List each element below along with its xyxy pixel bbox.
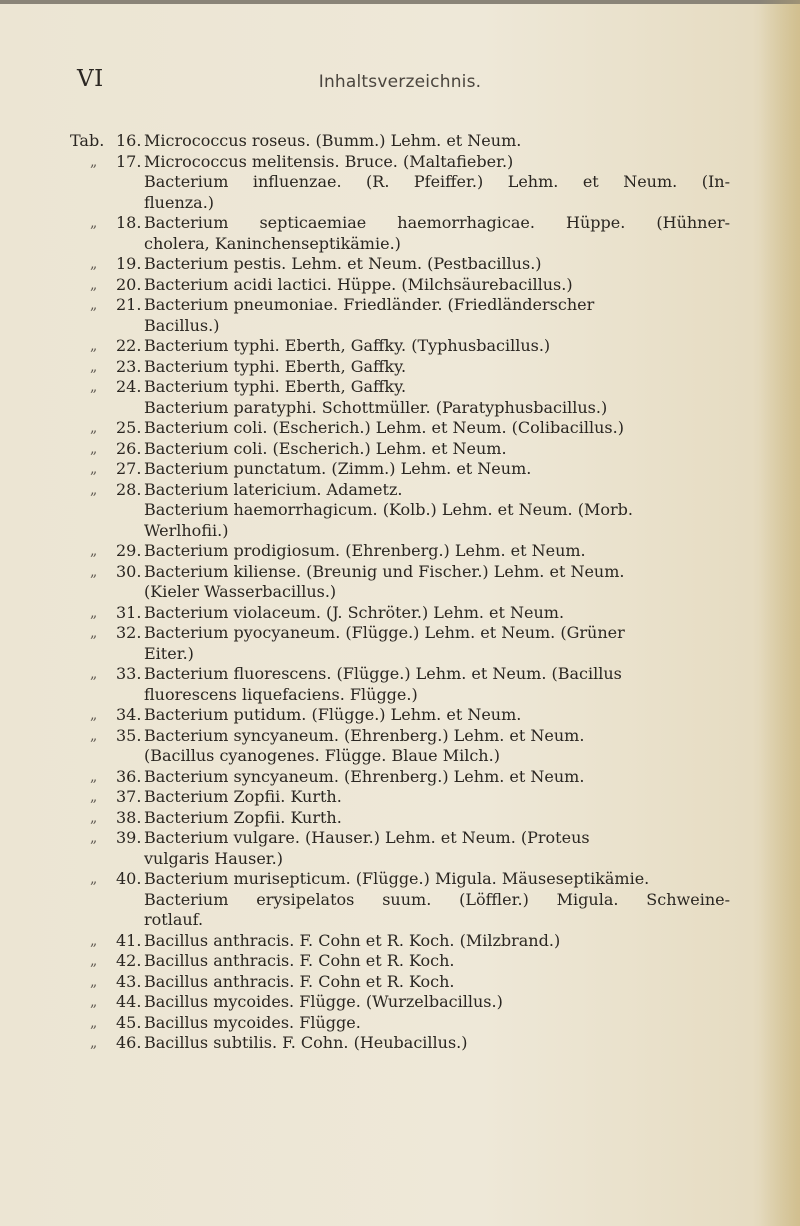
ditto-mark: „: [90, 994, 98, 1010]
entry-line: Bacterium murisepticum. (Flügge.) Migula. Mäuseseptikämie.: [144, 869, 650, 888]
toc-entry: [70, 131, 730, 152]
plate-number: 41.: [116, 930, 142, 950]
ditto-mark: „: [90, 666, 98, 682]
ditto-mark: „: [90, 358, 98, 375]
entry-line: fluorescens liquefaciens. Flügge.): [144, 684, 418, 704]
entry-line: (Bacillus cyanogenes. Flügge. Blaue Milch.): [144, 746, 500, 765]
entry-line: Bacterium syncyaneum. (Ehrenberg.) Lehm. et Neum.: [144, 766, 585, 786]
entry-line: Eiter.): [144, 643, 194, 663]
ditto-mark: „: [90, 461, 98, 477]
plate-number: 28.: [116, 479, 142, 499]
entry-line: Bacillus.): [144, 315, 220, 335]
entry-line: Bacterium haemorrhagicum. (Kolb.) Lehm. et Neum. (Morb.: [144, 500, 633, 519]
toc-entry: [70, 1013, 730, 1034]
toc-entry: [70, 377, 730, 418]
plate-number: 20.: [116, 274, 142, 294]
page-edge-shadow: [760, 0, 800, 1226]
plate-number: 39.: [116, 828, 142, 847]
entry-line: vulgaris Hauser.): [144, 848, 283, 868]
entry-text: [144, 931, 730, 952]
plate-number: 42.: [116, 951, 142, 970]
toc-entry: [70, 603, 730, 624]
ditto-mark: „: [90, 953, 98, 969]
ditto-mark: „: [90, 297, 98, 313]
plate-number: 40.: [116, 869, 142, 888]
toc-entry: [70, 439, 730, 460]
entry-text: [144, 439, 730, 460]
table-of-contents: [70, 131, 730, 1054]
entry-line: fluenza.): [144, 192, 215, 212]
entry-text: [144, 541, 730, 562]
entry-text: [144, 418, 730, 439]
toc-entry: [70, 808, 730, 829]
entry-text: [144, 726, 730, 767]
entry-text: [144, 705, 730, 726]
entry-text: [144, 992, 730, 1013]
entry-line: Bacterium latericium. Adametz.: [144, 479, 403, 499]
plate-number: 17.: [116, 151, 142, 171]
entry-line: Bacterium pneumoniae. Friedländer. (Friedländerscher: [144, 295, 595, 314]
toc-entry: [70, 951, 730, 972]
entry-line: Bacterium septicaemiae haemorrhagicae. Hüppe. (Hühner-: [144, 213, 730, 232]
plate-number: 38.: [116, 807, 142, 827]
ditto-mark: „: [90, 932, 98, 949]
entry-line: Bacterium erysipelatos suum. (Löffler.) Migula. Schweine-: [144, 889, 730, 909]
entry-line: (Kieler Wasserbacillus.): [144, 582, 337, 601]
toc-entry: [70, 295, 730, 336]
entry-line: Bacterium fluorescens. (Flügge.) Lehm. et Neum. (Bacillus: [144, 664, 622, 683]
entry-line: Bacillus anthracis. F. Cohn et R. Koch. (Milzbrand.): [144, 930, 561, 950]
entry-line: Bacterium Zopfii. Kurth.: [144, 787, 342, 806]
plate-number: 21.: [116, 295, 142, 314]
ditto-mark: „: [90, 830, 98, 846]
ditto-mark: „: [90, 215, 98, 231]
entry-line: Bacterium prodigiosum. (Ehrenberg.) Lehm. et Neum.: [144, 541, 586, 560]
entry-text: [144, 336, 730, 357]
entry-line: Bacterium kiliense. (Breunig und Fischer.) Lehm. et Neum.: [144, 561, 625, 581]
entry-line: Bacterium Zopfii. Kurth.: [144, 807, 342, 827]
entry-line: Bacillus anthracis. F. Cohn et R. Koch.: [144, 971, 455, 991]
toc-entry: [70, 705, 730, 726]
plate-number: 29.: [116, 541, 142, 560]
entry-text: [144, 603, 730, 624]
plate-number: 33.: [116, 664, 142, 683]
plate-number: 27.: [116, 459, 142, 478]
plate-number: 19.: [116, 254, 142, 273]
ditto-mark: „: [90, 727, 98, 744]
ditto-mark: „: [90, 768, 98, 785]
toc-entry: [70, 992, 730, 1013]
toc-entry: [70, 541, 730, 562]
toc-entry: [70, 869, 730, 931]
ditto-mark: „: [90, 563, 98, 580]
entry-line: Bacillus mycoides. Flügge. (Wurzelbacillus.): [144, 992, 503, 1011]
ditto-mark: „: [90, 1035, 98, 1051]
entry-line: Bacterium influenzae. (R. Pfeiffer.) Lehm. et Neum. (In-: [144, 172, 730, 191]
entry-text: [144, 869, 730, 931]
entry-text: [144, 972, 730, 993]
entry-line: Bacterium violaceum. (J. Schröter.) Lehm. et Neum.: [144, 602, 565, 622]
entry-text: [144, 951, 730, 972]
entry-line: Bacterium coli. (Escherich.) Lehm. et Neum.: [144, 438, 507, 458]
entry-text: [144, 131, 730, 152]
toc-entry: [70, 213, 730, 254]
entry-text: [144, 275, 730, 296]
ditto-mark: „: [90, 809, 98, 826]
entry-line: Werlhofii.): [144, 520, 229, 540]
entry-line: Micrococcus melitensis. Bruce. (Maltafieber.): [144, 151, 514, 171]
entry-text: [144, 562, 730, 603]
ditto-mark: „: [90, 543, 98, 559]
toc-entry: [70, 357, 730, 378]
entry-text: [144, 828, 730, 869]
plate-number: 23.: [116, 356, 142, 376]
entry-text: [144, 295, 730, 336]
entry-text: [144, 664, 730, 705]
plate-number: 45.: [116, 1012, 142, 1032]
entry-line: Bacterium pyocyaneum. (Flügge.) Lehm. et Neum. (Grüner: [144, 623, 625, 642]
entry-text: [144, 213, 730, 254]
entry-line: Bacterium putidum. (Flügge.) Lehm. et Neum.: [144, 705, 522, 724]
entry-text: [144, 623, 730, 664]
plate-number: 46.: [116, 1033, 142, 1052]
entry-text: [144, 152, 730, 214]
ditto-mark: „: [90, 1014, 98, 1031]
plate-number: 25.: [116, 418, 142, 437]
entry-line: Bacillus mycoides. Flügge.: [144, 1012, 361, 1032]
plate-number: 35.: [116, 725, 142, 745]
plate-number: 37.: [116, 787, 142, 806]
plate-label: Tab.: [70, 131, 105, 150]
entry-line: Bacterium typhi. Eberth, Gaffky. (Typhusbacillus.): [144, 336, 551, 355]
entry-line: Bacterium vulgare. (Hauser.) Lehm. et Neum. (Proteus: [144, 828, 590, 847]
entry-line: Bacterium typhi. Eberth, Gaffky.: [144, 356, 407, 376]
toc-entry: [70, 480, 730, 542]
plate-number: 36.: [116, 766, 142, 786]
ditto-mark: „: [90, 379, 98, 395]
toc-entry: [70, 726, 730, 767]
ditto-mark: „: [90, 973, 98, 990]
toc-entry: [70, 152, 730, 214]
entry-line: Bacterium coli. (Escherich.) Lehm. et Neum. (Colibacillus.): [144, 418, 624, 437]
ditto-mark: „: [90, 707, 98, 723]
ditto-mark: „: [90, 789, 98, 805]
entry-line: Bacterium acidi lactici. Hüppe. (Milchsäurebacillus.): [144, 274, 573, 294]
entry-text: [144, 459, 730, 480]
ditto-mark: „: [90, 153, 98, 170]
plate-number: 18.: [116, 213, 142, 232]
toc-entry: [70, 1033, 730, 1054]
entry-line: Bacterium punctatum. (Zimm.) Lehm. et Neum.: [144, 459, 532, 478]
toc-entry: [70, 254, 730, 275]
ditto-mark: „: [90, 440, 98, 457]
toc-entry: [70, 767, 730, 788]
entry-text: [144, 480, 730, 542]
plate-number: 16.: [116, 131, 142, 150]
entry-text: [144, 1013, 730, 1034]
ditto-mark: „: [90, 338, 98, 354]
entry-line: Bacterium syncyaneum. (Ehrenberg.) Lehm. et Neum.: [144, 725, 585, 745]
ditto-mark: „: [90, 420, 98, 436]
plate-number: 24.: [116, 377, 142, 396]
entry-line: rotlauf.: [144, 910, 204, 929]
plate-number: 26.: [116, 438, 142, 458]
plate-number: 22.: [116, 336, 142, 355]
toc-entry: [70, 828, 730, 869]
toc-entry: [70, 787, 730, 808]
page-top-rule: [0, 0, 800, 4]
toc-entry: [70, 418, 730, 439]
toc-entry: [70, 459, 730, 480]
entry-line: Bacterium typhi. Eberth, Gaffky.: [144, 377, 407, 396]
entry-text: [144, 254, 730, 275]
entry-line: cholera, Kaninchenseptikämie.): [144, 233, 401, 253]
plate-number: 31.: [116, 602, 142, 622]
running-head: Inhaltsverzeichnis.: [318, 72, 482, 92]
plate-number: 34.: [116, 705, 142, 724]
toc-entry: [70, 664, 730, 705]
toc-entry: [70, 275, 730, 296]
ditto-mark: „: [90, 625, 98, 641]
plate-number: 32.: [116, 623, 142, 642]
ditto-mark: „: [90, 604, 98, 621]
plate-number: 30.: [116, 561, 142, 581]
plate-number: 43.: [116, 971, 142, 991]
ditto-mark: „: [90, 276, 98, 293]
entry-text: [144, 808, 730, 829]
entry-line: Micrococcus roseus. (Bumm.) Lehm. et Neum.: [144, 131, 522, 150]
ditto-mark: „: [90, 256, 98, 272]
toc-entry: [70, 562, 730, 603]
plate-number: 44.: [116, 992, 142, 1011]
toc-entry: [70, 336, 730, 357]
entry-line: Bacterium pestis. Lehm. et Neum. (Pestbacillus.): [144, 254, 542, 273]
toc-entry: [70, 972, 730, 993]
entry-text: [144, 1033, 730, 1054]
entry-text: [144, 787, 730, 808]
ditto-mark: „: [90, 481, 98, 498]
ditto-mark: „: [90, 871, 98, 887]
entry-text: [144, 377, 730, 418]
entry-text: [144, 767, 730, 788]
entry-line: Bacillus subtilis. F. Cohn. (Heubacillus.): [144, 1033, 468, 1052]
toc-entry: [70, 931, 730, 952]
entry-text: [144, 357, 730, 378]
entry-line: Bacillus anthracis. F. Cohn et R. Koch.: [144, 951, 455, 970]
toc-entry: [70, 623, 730, 664]
page-number: VI: [77, 66, 104, 92]
entry-line: Bacterium paratyphi. Schottmüller. (Paratyphusbacillus.): [144, 397, 608, 417]
